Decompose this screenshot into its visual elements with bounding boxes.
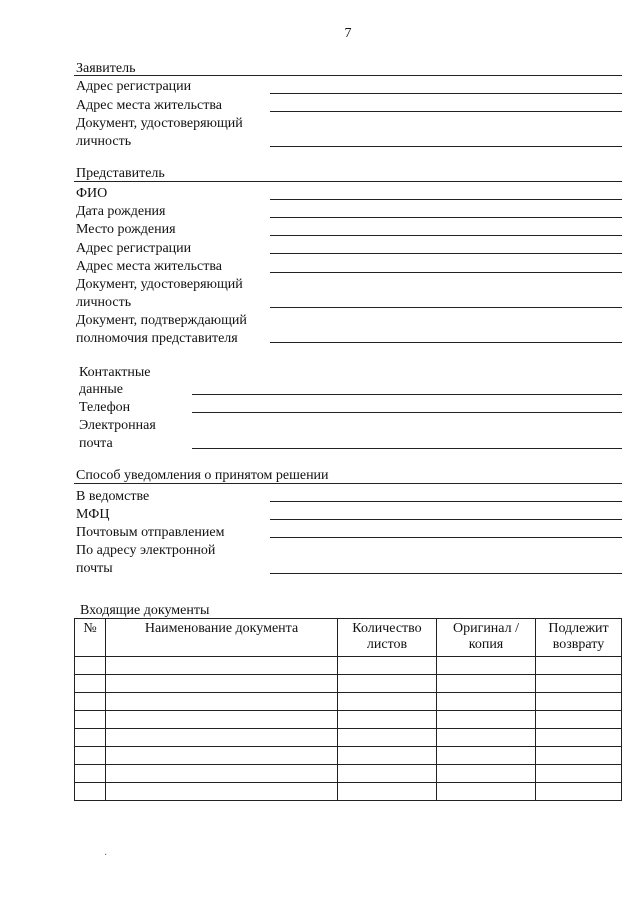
table-cell[interactable] <box>106 675 338 693</box>
notify-email-field[interactable] <box>270 573 622 574</box>
representative-birth-place-field[interactable] <box>270 235 622 236</box>
table-cell[interactable] <box>536 693 622 711</box>
applicant-heading-rule <box>74 75 622 76</box>
contacts-heading: Контактные <box>79 365 151 380</box>
table-cell[interactable] <box>338 747 437 765</box>
col-number-header: № <box>75 619 106 657</box>
representative-id-document-field[interactable] <box>270 307 622 308</box>
table-cell[interactable] <box>437 747 536 765</box>
table-cell[interactable] <box>338 711 437 729</box>
applicant-residence-address-label: Адрес места жительства <box>76 98 222 113</box>
table-cell[interactable] <box>437 711 536 729</box>
table-cell[interactable] <box>536 765 622 783</box>
table-cell[interactable] <box>536 675 622 693</box>
representative-authority-document-label: Документ, подтверждающий <box>76 313 247 328</box>
notification-heading: Способ уведомления о принятом решении <box>76 468 329 483</box>
applicant-id-document-label: Документ, удостоверяющий <box>76 116 243 131</box>
notify-department-label: В ведомстве <box>76 489 150 504</box>
representative-authority-document-field[interactable] <box>270 342 622 343</box>
col-original-copy-header: Оригинал /копия <box>437 619 536 657</box>
representative-fio-label: ФИО <box>76 186 108 201</box>
table-cell[interactable] <box>75 693 106 711</box>
table-cell[interactable] <box>106 747 338 765</box>
table-cell[interactable] <box>536 711 622 729</box>
email-label-cont: почта <box>79 436 113 451</box>
table-cell[interactable] <box>75 675 106 693</box>
col-name-header: Наименование документа <box>106 619 338 657</box>
col-sheets-header: Количество листов <box>338 619 437 657</box>
table-cell[interactable] <box>338 693 437 711</box>
col-return-header: Подлежит возврату <box>536 619 622 657</box>
scan-speck: · <box>104 850 108 861</box>
table-cell[interactable] <box>338 783 437 801</box>
table-cell[interactable] <box>437 675 536 693</box>
representative-fio-field[interactable] <box>270 199 622 200</box>
table-cell[interactable] <box>75 711 106 729</box>
table-cell[interactable] <box>75 747 106 765</box>
email-label: Электронная <box>79 418 156 433</box>
representative-id-document-label: Документ, удостоверяющий <box>76 277 243 292</box>
representative-heading: Представитель <box>76 166 165 181</box>
table-cell[interactable] <box>106 657 338 675</box>
table-cell[interactable] <box>75 783 106 801</box>
table-cell[interactable] <box>106 765 338 783</box>
representative-registration-address-label: Адрес регистрации <box>76 241 192 256</box>
representative-registration-address-field[interactable] <box>270 253 622 254</box>
contacts-data-field[interactable] <box>192 394 622 395</box>
table-cell[interactable] <box>338 657 437 675</box>
table-cell[interactable] <box>536 747 622 765</box>
applicant-id-document-field[interactable] <box>270 146 622 147</box>
applicant-registration-address-field[interactable] <box>270 93 622 94</box>
notify-mfc-field[interactable] <box>270 519 622 520</box>
table-row <box>75 783 622 801</box>
representative-authority-document-label-cont: полномочия представителя <box>76 331 238 346</box>
table-row <box>75 747 622 765</box>
notification-heading-rule <box>74 483 622 484</box>
representative-birth-date-label: Дата рождения <box>76 204 166 219</box>
notify-department-field[interactable] <box>270 501 622 502</box>
representative-id-document-label-cont: личность <box>76 295 132 310</box>
table-row <box>75 693 622 711</box>
documents-table-header <box>75 619 622 657</box>
table-row <box>75 729 622 747</box>
notify-email-label-cont: почты <box>76 561 113 576</box>
notify-post-label: Почтовым отправлением <box>76 525 225 540</box>
notify-post-field[interactable] <box>270 537 622 538</box>
table-cell[interactable] <box>75 729 106 747</box>
documents-table-title: Входящие документы <box>80 603 210 618</box>
table-cell[interactable] <box>75 657 106 675</box>
table-row <box>75 765 622 783</box>
page-number: 7 <box>344 26 352 41</box>
notify-mfc-label: МФЦ <box>76 507 110 522</box>
phone-label: Телефон <box>79 400 131 415</box>
table-cell[interactable] <box>536 783 622 801</box>
table-cell[interactable] <box>437 657 536 675</box>
representative-birth-place-label: Место рождения <box>76 222 176 237</box>
applicant-id-document-label-cont: личность <box>76 134 132 149</box>
table-row <box>75 675 622 693</box>
table-cell[interactable] <box>437 765 536 783</box>
table-cell[interactable] <box>437 783 536 801</box>
contacts-heading-cont: данные <box>79 382 123 397</box>
table-cell[interactable] <box>536 729 622 747</box>
table-cell[interactable] <box>338 675 437 693</box>
table-cell[interactable] <box>75 765 106 783</box>
table-cell[interactable] <box>338 729 437 747</box>
table-cell[interactable] <box>106 711 338 729</box>
table-cell[interactable] <box>437 693 536 711</box>
table-row <box>75 657 622 675</box>
representative-residence-address-label: Адрес места жительства <box>76 259 222 274</box>
applicant-residence-address-field[interactable] <box>270 111 622 112</box>
representative-residence-address-field[interactable] <box>270 272 622 273</box>
table-row <box>75 711 622 729</box>
table-cell[interactable] <box>536 657 622 675</box>
table-cell[interactable] <box>338 765 437 783</box>
phone-field[interactable] <box>192 412 622 413</box>
representative-birth-date-field[interactable] <box>270 217 622 218</box>
email-field[interactable] <box>192 448 622 449</box>
table-cell[interactable] <box>106 783 338 801</box>
table-cell[interactable] <box>106 693 338 711</box>
applicant-registration-address-label: Адрес регистрации <box>76 79 192 94</box>
applicant-heading: Заявитель <box>76 61 136 76</box>
documents-table <box>74 618 622 801</box>
table-cell[interactable] <box>106 729 338 747</box>
representative-heading-rule <box>74 181 622 182</box>
notify-email-label: По адресу электронной <box>76 543 216 558</box>
table-cell[interactable] <box>437 729 536 747</box>
